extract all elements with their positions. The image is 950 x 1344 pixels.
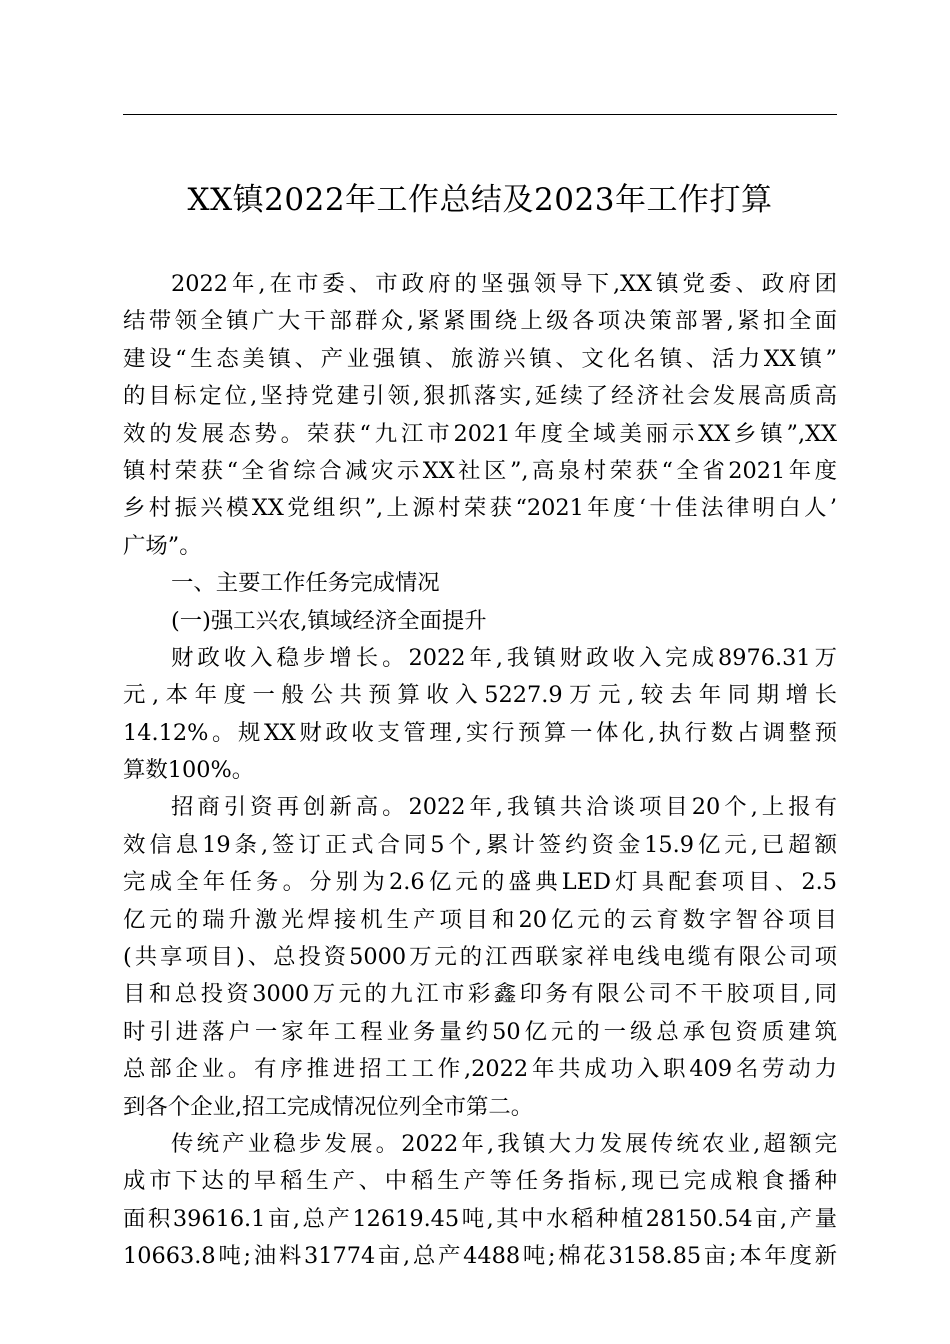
text-line: 建设“生态美镇、产业强镇、旅游兴镇、文化名镇、活力XX镇” xyxy=(123,345,837,372)
text-line: 的目标定位,坚持党建引领,狠抓落实,延续了经济社会发展高质高 xyxy=(123,383,837,410)
text-line: 成市下达的早稻生产、中稻生产等任务指标,现已完成粮食播种 xyxy=(123,1168,837,1195)
text-line: 10663.8吨;油料31774亩,总产4488吨;棉花3158.85亩;本年度新 xyxy=(123,1243,837,1270)
text-line: 传统产业稳步发展。2022年,我镇大力发展传统农业,超额完 xyxy=(171,1130,837,1157)
text-line: 效的发展态势。荣获“九江市2021年度全域美丽示XX乡镇”,XX xyxy=(123,420,837,447)
text-line: 2022年,在市委、市政府的坚强领导下,XX镇党委、政府团 xyxy=(171,271,837,297)
document-body xyxy=(123,266,837,1276)
text-line: 面积39616.1亩,总产12619.45吨,其中水稻种植28150.54亩,产量 xyxy=(123,1205,837,1232)
text-line: 招商引资再创新高。2022年,我镇共洽谈项目20个,上报有 xyxy=(171,794,837,821)
text-line: 算数100%。 xyxy=(123,757,255,784)
text-line: 财政收入稳步增长。2022年,我镇财政收入完成8976.31万 xyxy=(171,644,837,671)
text-line: 目和总投资3000万元的九江市彩鑫印务有限公司不干胶项目,同 xyxy=(123,981,837,1008)
text-line: 元,本年度一般公共预算收入5227.9万元,较去年同期增长 xyxy=(123,682,837,709)
text-line: 效信息19条,签订正式合同5个,累计签约资金15.9亿元,已超额 xyxy=(123,831,837,858)
text-line: 总部企业。有序推进招工工作,2022年共成功入职409名劳动力 xyxy=(123,1056,837,1083)
header-rule xyxy=(123,114,837,115)
text-line: 到各个企业,招工完成情况位列全市第二。 xyxy=(123,1093,534,1120)
text-line: 一、主要工作任务完成情况 xyxy=(171,570,440,597)
text-line: 亿元的瑞升激光焊接机生产项目和20亿元的云育数字智谷项目 xyxy=(123,906,837,933)
text-line: (一)强工兴农,镇域经济全面提升 xyxy=(171,607,487,634)
text-line: 镇村荣获“全省综合减灾示XX社区”,高泉村荣获“全省2021年度 xyxy=(123,457,837,484)
text-line: 完成全年任务。分别为2.6亿元的盛典LED灯具配套项目、2.5 xyxy=(123,869,837,896)
text-line: 广场”。 xyxy=(123,532,202,559)
text-line: 14.12%。规XX财政收支管理,实行预算一体化,执行数占调整预 xyxy=(123,719,837,746)
text-line: 结带领全镇广大干部群众,紧紧围绕上级各项决策部署,紧扣全面 xyxy=(123,308,837,335)
text-line: 时引进落户一家年工程业务量约50亿元的一级总承包资质建筑 xyxy=(123,1018,837,1045)
text-line: (共享项目)、总投资5000万元的江西联家祥电线电缆有限公司项 xyxy=(123,944,837,971)
text-line: 乡村振兴模XX党组织”,上源村荣获“2021年度‘十佳法律明白人’ xyxy=(123,495,837,522)
document-title: XX镇2022年工作总结及2023年工作打算 xyxy=(187,182,773,218)
